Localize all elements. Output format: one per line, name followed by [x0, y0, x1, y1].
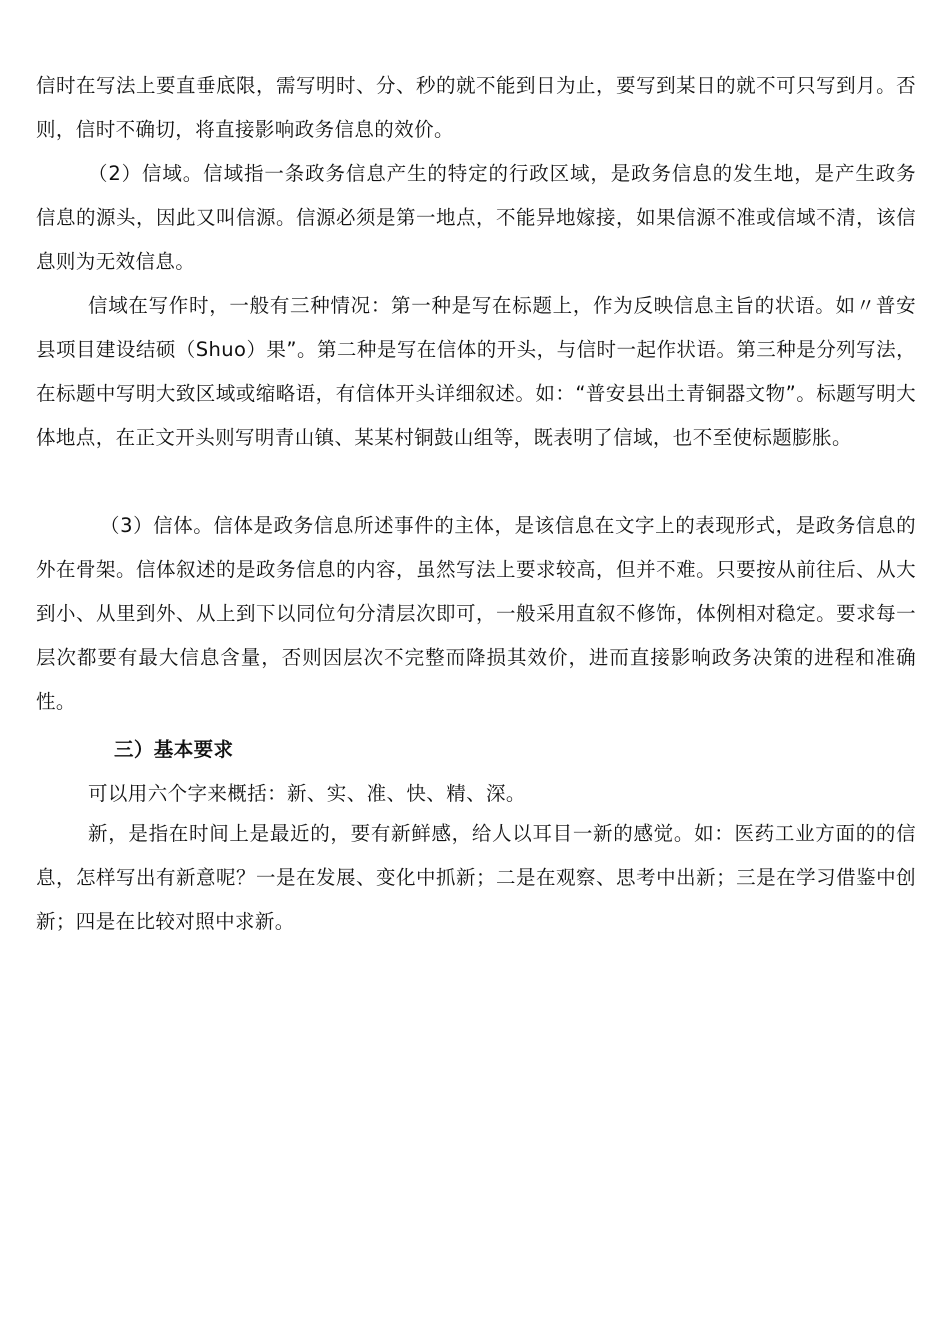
paragraph-signal-time: 信时在写法上要直垂底限，需写明时、分、秒的就不能到日为止，要写到某日的就不可只写到月。否则，信时不确切，将直接影响政务信息的效价。 [36, 74, 916, 141]
paragraph-new: 新，是指在时间上是最近的，要有新鲜感，给人以耳目一新的感觉。如：医药工业方面的的信息，怎样写出有新意呢？一是在发展、变化中抓新；二是在观察、思考中出新；三是在学习借鉴中创新；四是在比较对照中求新。 [36, 822, 916, 933]
paragraph-domain-writing: 信域在写作时，一般有三种情况：第一种是写在标题上，作为反映信息主旨的状语。如〃普安县项目建设结硕（Shuo）果”。第二种是写在信体的开头，与信时一起作状语。第三种是分列写法，在标题中写明大致区域或缩略语，有信体开头详细叙述。如：“普安县出土青铜器文物”。标题写明大体地点，在正文开头则写明青山镇、某某村铜鼓山组等，既表明了信域，也不至使标题膨胀。 [36, 294, 916, 449]
paragraph-signal-body: （3）信体。信体是政务信息所述事件的主体，是该信息在文字上的表现形式，是政务信息的外在骨架。信体叙述的是政务信息的内容，虽然写法上要求较高，但并不难。只要按从前往后、从大到小、从里到外、从上到下以同位句分清层次即可，一般采用直叙不修饰，体例相对稳定。要求每一层次都要有最大信息含量，否则因层次不完整而降损其效价，进而直接影响政务决策的进程和准确性。 [36, 514, 916, 713]
section-heading-basic-requirements: 三）基本要求 [114, 738, 234, 761]
paragraph-six-words: 可以用六个字来概括：新、实、准、快、精、深。 [88, 782, 526, 805]
paragraph-signal-domain: （2）信域。信域指一条政务信息产生的特定的行政区域，是政务信息的发生地，是产生政务信息的源头，因此又叫信源。信源必须是第一地点，不能异地嫁接，如果信源不准或信域不清，该信息则为无效信息。 [36, 162, 916, 273]
